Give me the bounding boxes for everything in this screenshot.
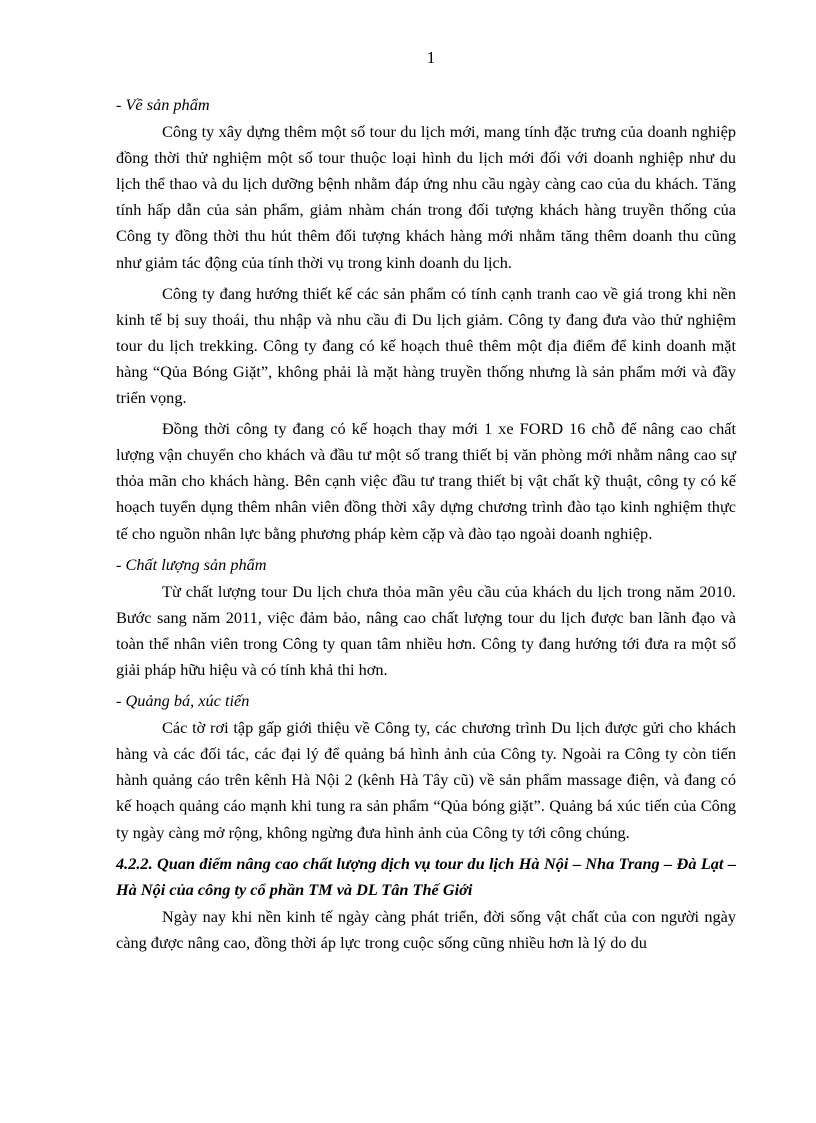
- paragraph-investment: Đồng thời công ty đang có kế hoạch thay mới 1 xe FORD 16 chỗ để nâng cao chất lượng vận chuyển cho khách và đầu tư một số trang thiết bị văn phòng mới nhằm nâng cao sự thỏa mãn cho khách hàng. Bên cạnh việc đầu tư trang thiết bị vật chất kỹ thuật, công ty có kế hoạch tuyển dụng thêm nhân viên đồng thời xây dựng chương trình đào tạo kinh nghiệm thực tế cho nguồn nhân lực bằng phương pháp kèm cặp và đào tạo ngoài doanh nghiệp.: [116, 419, 736, 543]
- section-heading-promotion: - Quảng bá, xúc tiến: [116, 691, 250, 711]
- section-heading-products: - Về sản phẩm: [116, 95, 210, 114]
- paragraph-competitive-products: Công ty đang hướng thiết kế các sản phẩm có tính cạnh tranh cao về giá trong khi nền kinh tế bị suy thoái, thu nhập và nhu cầu đi Du lịch giảm. Công ty đang đưa vào thử nghiệm tour du lịch trekking. Công ty đang có kế hoạch thuê thêm một địa điểm để kinh doanh mặt hàng “Qủa Bóng Giặt”, không phải là mặt hàng truyền thống nhưng là sản phẩm mới và đầy triển vọng.: [116, 283, 736, 408]
- paragraph-intro: Ngày nay khi nền kinh tế ngày càng phát triển, đời sống vật chất của con người ngày càng được nâng cao, đồng thời áp lực trong cuộc sống cũng nhiều hơn là lý do du: [116, 906, 736, 952]
- page-number: 1: [426, 48, 436, 67]
- section-heading-quality: - Chất lượng sản phẩm: [116, 554, 267, 574]
- subsection-title-4-2-2: 4.2.2. Quan điểm nâng cao chất lượng dịch vụ tour du lịch Hà Nội – Nha Trang – Đà Lạt – Hà Nội của công ty cổ phần TM và DL Tân Thế Giới: [116, 853, 736, 899]
- paragraph-quality: Từ chất lượng tour Du lịch chưa thỏa mãn yêu cầu của khách du lịch trong năm 2010. Bước sang năm 2011, việc đảm bảo, nâng cao chất lượng tour du lịch được ban lãnh đạo và toàn thể nhân viên trong Công ty quan tâm nhiều hơn. Công ty đang hướng tới đưa ra một số giải pháp hữu hiệu và có tính khả thi hơn.: [116, 581, 736, 679]
- document-body: [116, 92, 736, 961]
- paragraph-new-tours: Công ty xây dựng thêm một số tour du lịch mới, mang tính đặc trưng của doanh nghiệp đồng thời thử nghiệm một số tour thuộc loại hình du lịch mới đối với doanh nghiệp như du lịch thể thao và du lịch dưỡng bệnh nhằm đáp ứng nhu cầu ngày càng cao của du khách. Tăng tính hấp dẫn của sản phẩm, giảm nhàm chán trong đối tượng khách hàng truyền thống của Công ty đồng thời thu hút thêm đối tượng khách hàng mới nhằm tăng thêm doanh thu cũng như giảm tác động của tính thời vụ trong kinh doanh du lịch.: [116, 122, 736, 272]
- paragraph-promotion: Các tờ rơi tập gấp giới thiệu về Công ty, các chương trình Du lịch được gửi cho khách hàng và các đối tác, các đại lý để quảng bá hình ảnh của Công ty. Ngoài ra Công ty còn tiến hành quảng cáo trên kênh Hà Nội 2 (kênh Hà Tây cũ) về sản phẩm massage điện, và đang có kế hoạch quảng cáo mạnh khi tung ra sản phẩm “Qủa bóng giặt”. Quảng bá xúc tiến của Công ty ngày càng mở rộng, không ngừng đưa hình ảnh của Công ty tới công chúng.: [116, 718, 736, 842]
